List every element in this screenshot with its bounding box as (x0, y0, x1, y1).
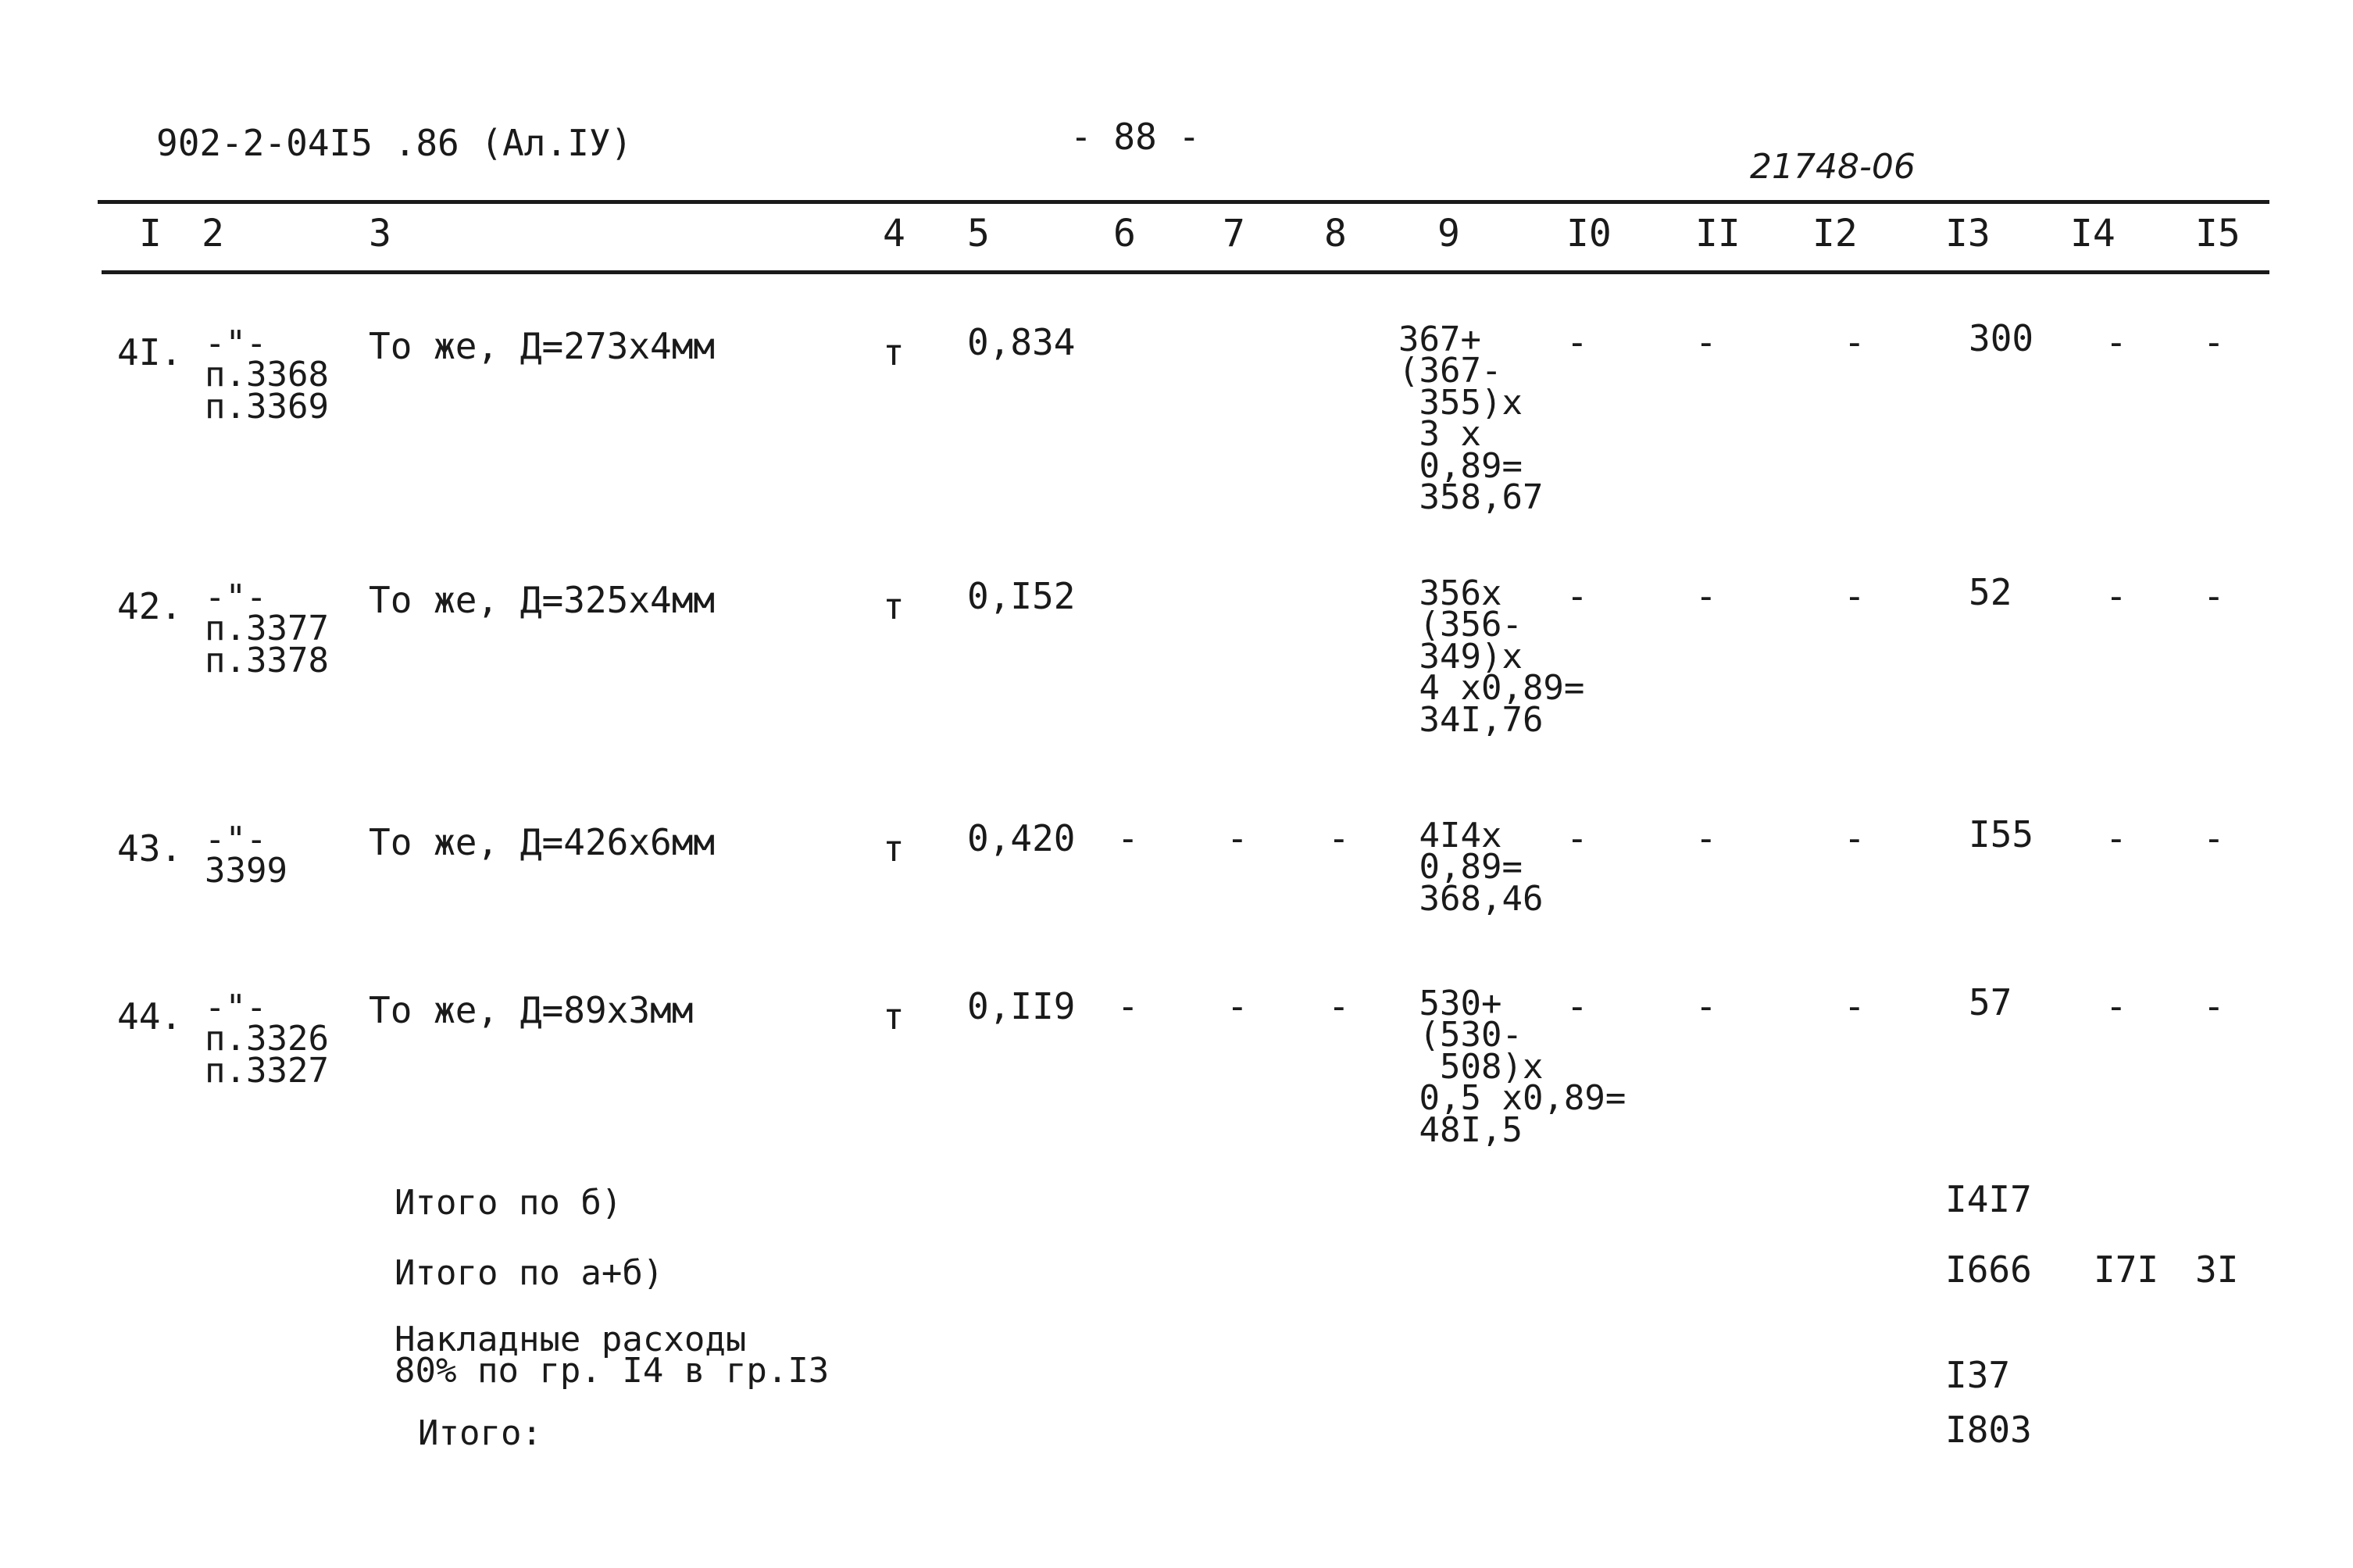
row-col15: - (2203, 985, 2225, 1027)
row-item-name: То же, Д=273х4мм (369, 325, 716, 367)
column-number-6: 6 (1113, 212, 1136, 255)
row-item-name: То же, Д=89х3мм (369, 989, 694, 1031)
total-label: Итого по б) (395, 1183, 623, 1223)
column-number-1: I (139, 212, 162, 255)
row-reference: -"- п.3377 п.3378 (205, 577, 329, 680)
column-number-3: 3 (369, 212, 391, 255)
row-col10: - (1566, 575, 1588, 617)
row-reference: -"- п.3326 п.3327 (205, 988, 329, 1091)
row-quantity: 0,420 (967, 817, 1076, 859)
total-label: Итого по а+б) (395, 1253, 664, 1293)
row-col11: - (1695, 321, 1717, 363)
row-col13-value: 300 (1969, 317, 2034, 359)
row-number: 44. (117, 995, 183, 1038)
column-number-4: 4 (883, 212, 905, 255)
row-reference: -"- п.3368 п.3369 (205, 323, 329, 427)
row-col8: - (1328, 817, 1350, 859)
row-col10: - (1566, 321, 1588, 363)
handwritten-number: 21748-06 (1750, 147, 1916, 187)
row-col7: - (1226, 817, 1248, 859)
row-col13-value: 57 (1969, 981, 2012, 1023)
row-quantity: 0,834 (967, 321, 1076, 363)
total-col13: I4I7 (1945, 1178, 2032, 1220)
row-col15: - (2203, 321, 2225, 363)
column-number-8: 8 (1324, 212, 1347, 255)
column-number-5: 5 (967, 212, 990, 255)
row-col15: - (2203, 575, 2225, 617)
column-number-12: I2 (1812, 212, 1858, 255)
row-unit: т (883, 827, 905, 870)
column-number-14: I4 (2070, 212, 2116, 255)
row-col7: - (1226, 985, 1248, 1027)
row-col14: - (2105, 817, 2127, 859)
row-reference: -"- 3399 (205, 820, 287, 891)
total-col13: I37 (1945, 1354, 2011, 1396)
row-price-formula: 4I4х 0,89= 368,46 (1419, 816, 1544, 919)
column-number-15: I5 (2195, 212, 2241, 255)
row-price-formula: 367+ (367- 355)х 3 х 0,89= 358,67 (1398, 320, 1544, 518)
row-quantity: 0,I52 (967, 575, 1076, 617)
column-number-2: 2 (202, 212, 224, 255)
row-col10: - (1566, 817, 1588, 859)
column-number-9: 9 (1437, 212, 1460, 255)
row-item-name: То же, Д=325х4мм (369, 579, 716, 621)
row-number: 4I. (117, 331, 183, 373)
row-col13-value: I55 (1969, 813, 2034, 855)
row-col12: - (1844, 321, 1866, 363)
row-unit: т (883, 331, 905, 373)
total-col13: I803 (1945, 1409, 2032, 1451)
header-bottom-rule (102, 270, 2269, 274)
row-col11: - (1695, 817, 1717, 859)
row-col8: - (1328, 985, 1350, 1027)
row-col12: - (1844, 985, 1866, 1027)
page-number: - 88 - (1070, 116, 1201, 158)
total-col15: 3I (2195, 1248, 2239, 1291)
row-price-formula: 530+ (530- 508)х 0,5 х0,89= 48I,5 (1419, 984, 1626, 1150)
row-item-name: То же, Д=426х6мм (369, 821, 716, 863)
row-unit: т (883, 585, 905, 627)
column-number-7: 7 (1223, 212, 1245, 255)
row-quantity: 0,II9 (967, 985, 1076, 1027)
row-col15: - (2203, 817, 2225, 859)
top-rule (98, 200, 2269, 204)
row-col12: - (1844, 575, 1866, 617)
row-unit: т (883, 995, 905, 1038)
row-col6: - (1117, 985, 1139, 1027)
column-number-13: I3 (1945, 212, 1991, 255)
total-label: Итого: (418, 1413, 542, 1453)
total-col13: I666 (1945, 1248, 2032, 1291)
row-col11: - (1695, 985, 1717, 1027)
column-number-11: II (1695, 212, 1741, 255)
row-col10: - (1566, 985, 1588, 1027)
row-number: 42. (117, 585, 183, 627)
row-col14: - (2105, 575, 2127, 617)
total-col14: I7I (2094, 1248, 2159, 1291)
column-number-10: I0 (1566, 212, 1612, 255)
row-col13-value: 52 (1969, 571, 2012, 613)
row-col14: - (2105, 985, 2127, 1027)
row-col14: - (2105, 321, 2127, 363)
row-col6: - (1117, 817, 1139, 859)
row-col12: - (1844, 817, 1866, 859)
total-label: Накладные расходы 80% по гр. I4 в гр.I3 (395, 1320, 830, 1391)
row-col11: - (1695, 575, 1717, 617)
row-number: 43. (117, 827, 183, 870)
document-code: 902-2-04I5 .86 (Ал.IУ) (156, 122, 633, 164)
row-price-formula: 356х (356- 349)х 4 х0,89= 34I,76 (1419, 573, 1585, 740)
